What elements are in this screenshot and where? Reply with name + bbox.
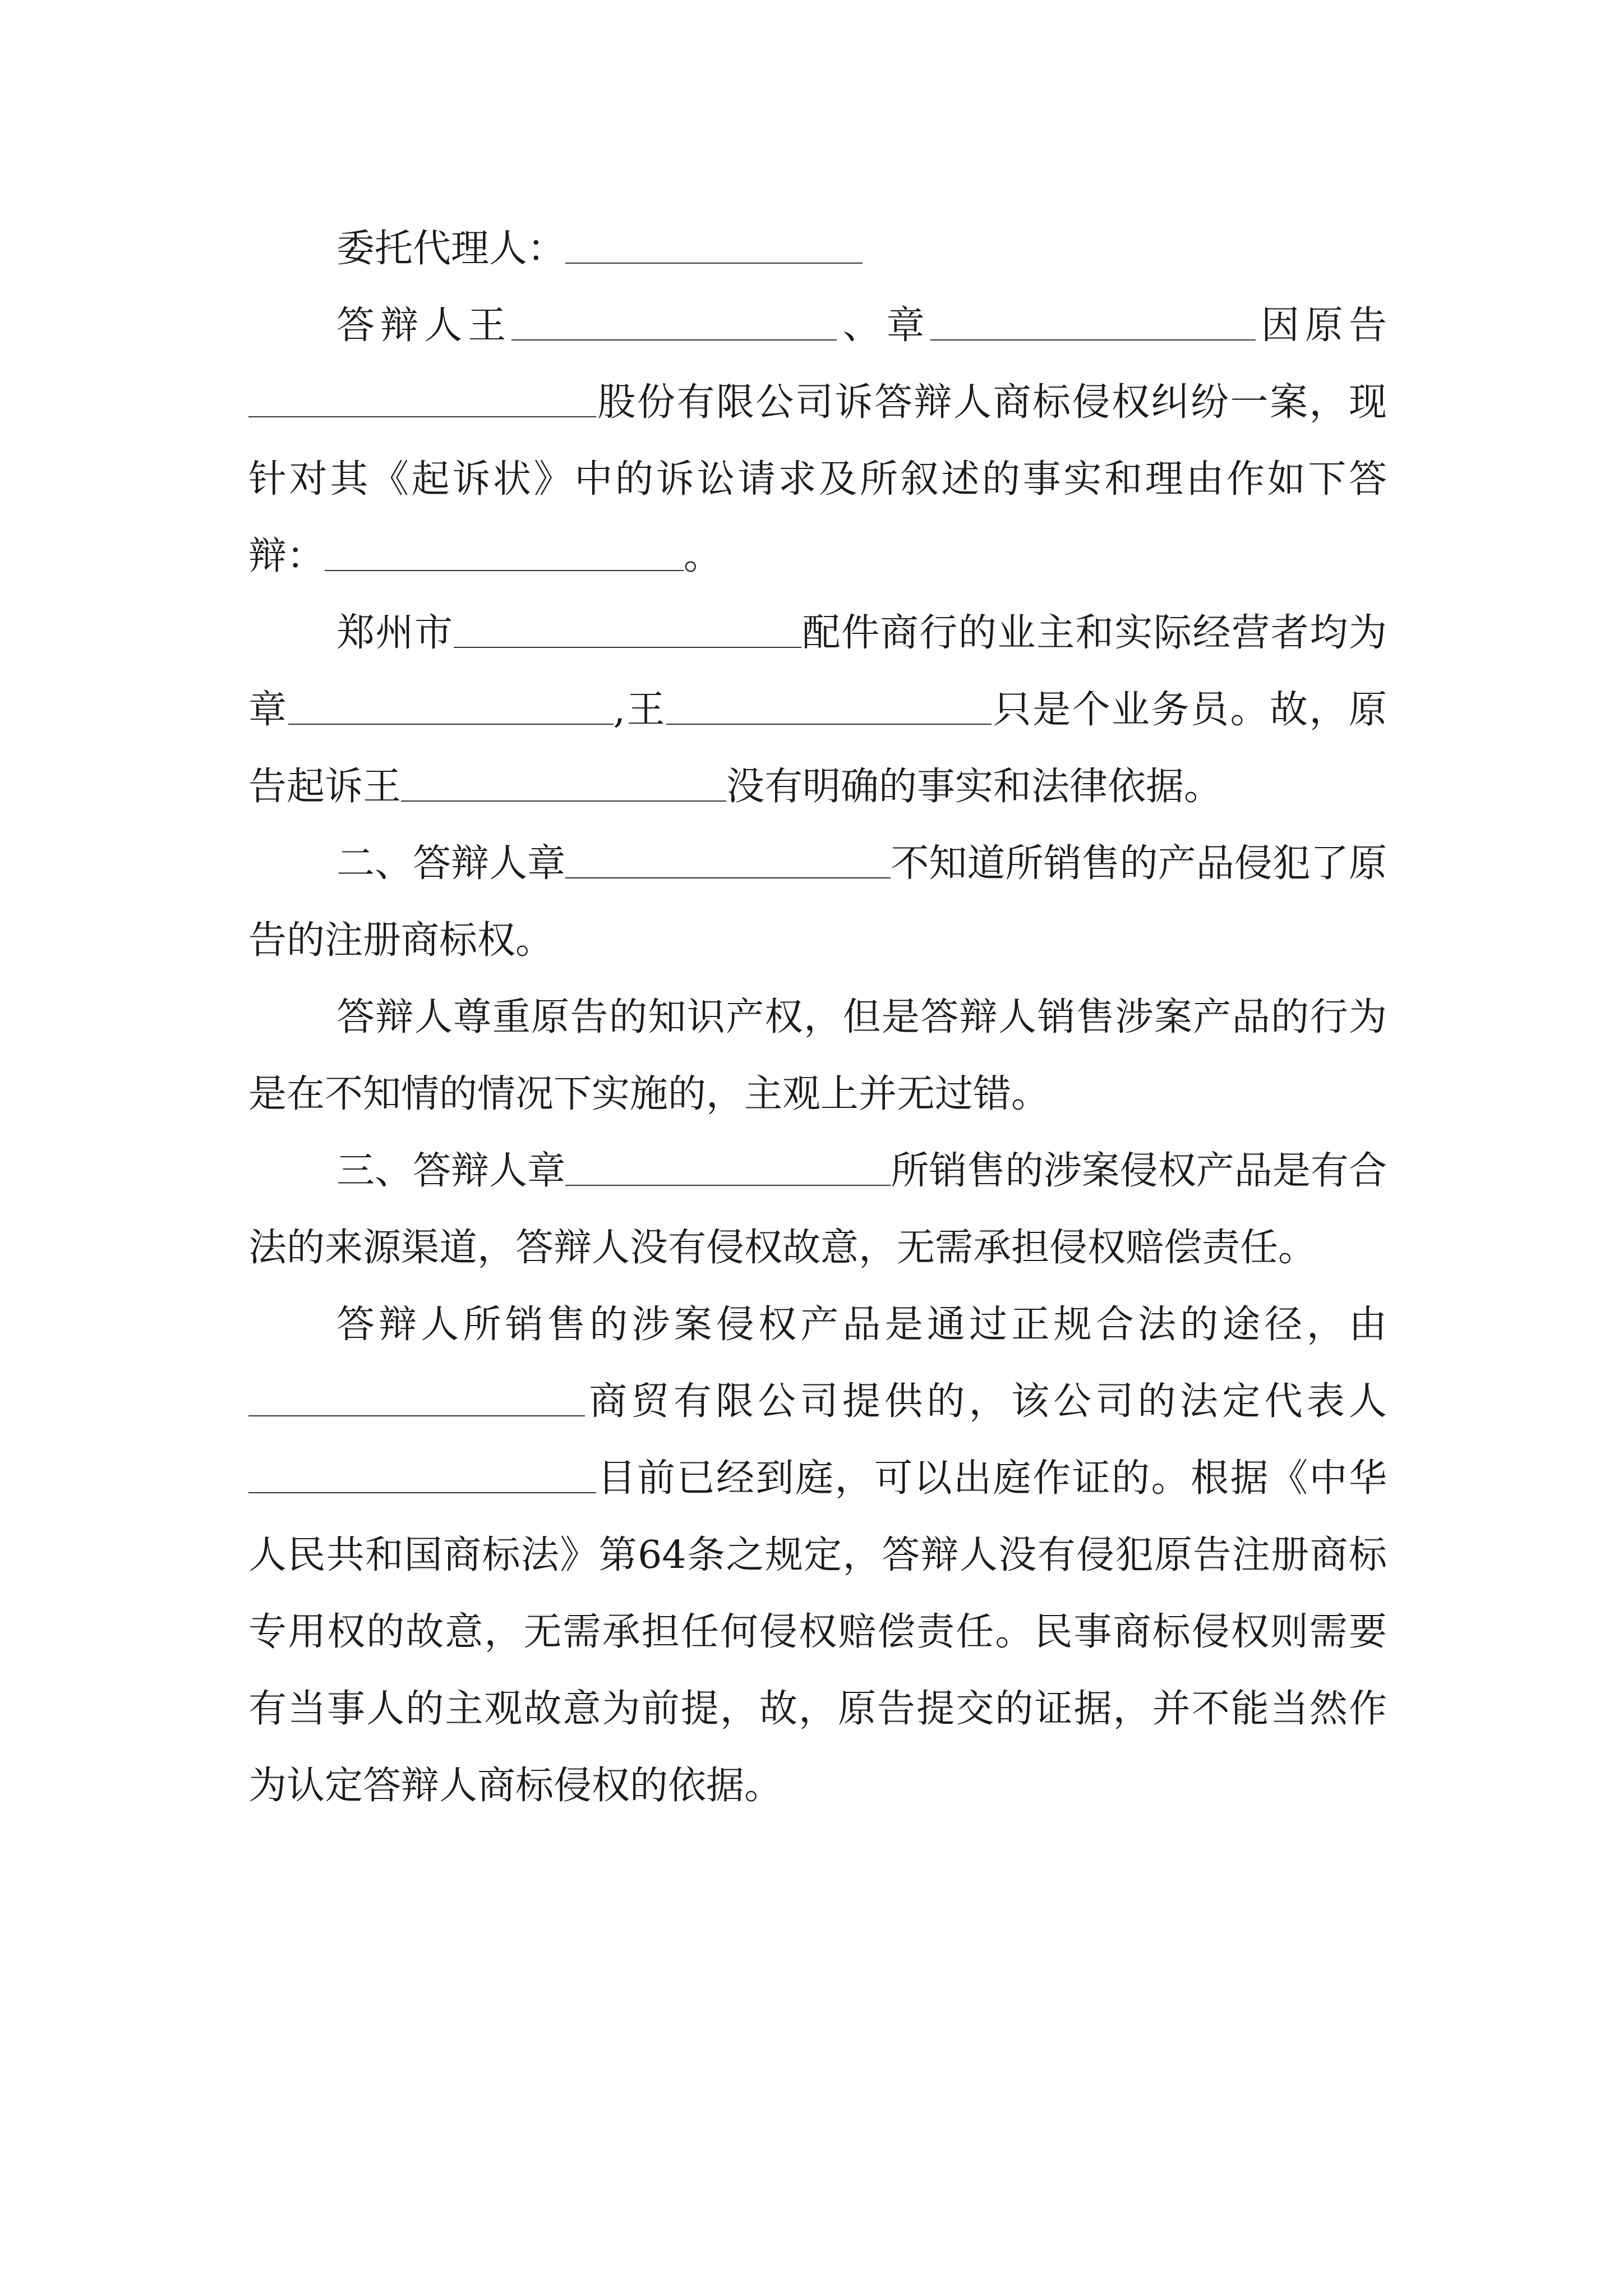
text-point-three-end: 所销售的涉案侵权产品是有合法的来源渠道，答辩人没有侵权故意，无需承担侵权赔偿责任。 bbox=[248, 1149, 1387, 1270]
text-legal-rep: 商贸有限公司提供的，该公司的法定代表人 bbox=[585, 1379, 1387, 1424]
blank-zhang-name-4 bbox=[565, 1151, 891, 1186]
blank-plaintiff-company bbox=[248, 383, 596, 417]
text-period: 。 bbox=[684, 534, 722, 578]
blank-supplier-company bbox=[248, 1382, 585, 1416]
blank-legal-rep-name bbox=[248, 1458, 596, 1493]
document-page bbox=[248, 210, 1387, 1824]
paragraph-agent bbox=[248, 210, 1387, 287]
text-source-start: 答辩人所销售的涉案侵权产品是通过正规合法的途径，由 bbox=[336, 1303, 1387, 1347]
text-defendant-zhang: 、章 bbox=[837, 303, 930, 348]
text-no-basis: 没有明确的事实和法律依据。 bbox=[726, 765, 1223, 809]
agent-label: 委托代理人： bbox=[336, 227, 566, 271]
blank-defense-content bbox=[325, 536, 684, 571]
text-owner-operator: 配件商行的业主和实际经营者均为章 bbox=[248, 611, 1387, 732]
paragraph-point-three bbox=[248, 1133, 1387, 1286]
paragraph-respect-ip bbox=[248, 979, 1387, 1133]
text-defendant-wang: 答辩人王 bbox=[336, 303, 512, 348]
paragraph-legal-source bbox=[248, 1286, 1387, 1824]
text-respect-ip: 答辩人尊重原告的知识产权，但是答辩人销售涉案产品的行为是在不知情的情况下实施的，主观上并无过错。 bbox=[248, 995, 1387, 1116]
text-point-two-end: 不知道所销售的产品侵犯了原告的注册商标权。 bbox=[248, 841, 1387, 963]
blank-shop-name bbox=[454, 613, 801, 648]
paragraph-defendants-intro bbox=[248, 287, 1387, 595]
text-plaintiff-label: 因原告 bbox=[1255, 303, 1387, 348]
text-zhengzhou: 郑州市 bbox=[336, 611, 454, 655]
text-point-two-start: 二、答辩人章 bbox=[336, 841, 566, 886]
blank-agent-name bbox=[565, 229, 863, 264]
text-case-description: 股份有限公司诉答辩人商标侵权纠纷一案，现针对其《起诉状》中的诉讼请求及所叙述的事实和理由作如下答辩： bbox=[248, 380, 1387, 578]
paragraph-point-two bbox=[248, 825, 1387, 979]
blank-zhang-name bbox=[930, 306, 1256, 341]
blank-zhang-name-2 bbox=[288, 690, 614, 725]
blank-zhang-name-3 bbox=[565, 844, 891, 878]
text-trademark-law: 目前已经到庭，可以出庭作证的。根据《中华人民共和国商标法》第64条之规定，答辩人没有侵犯原告注册商标专用权的故意，无需承担任何侵权赔偿责任。民事商标侵权则需要有当事人的主观故意为前提，故，原告提交的证据，并不能当然作为认定答辩人商标侵权的依据。 bbox=[248, 1456, 1387, 1808]
blank-wang-name-3 bbox=[401, 767, 726, 802]
blank-wang-name bbox=[511, 306, 837, 341]
paragraph-business-owner bbox=[248, 595, 1387, 825]
text-wang: ,王 bbox=[613, 688, 667, 732]
blank-wang-name-2 bbox=[666, 690, 992, 725]
text-salesman: 只是个业务员。故，原告起诉王 bbox=[248, 688, 1387, 809]
text-point-three-start: 三、答辩人章 bbox=[336, 1149, 566, 1193]
